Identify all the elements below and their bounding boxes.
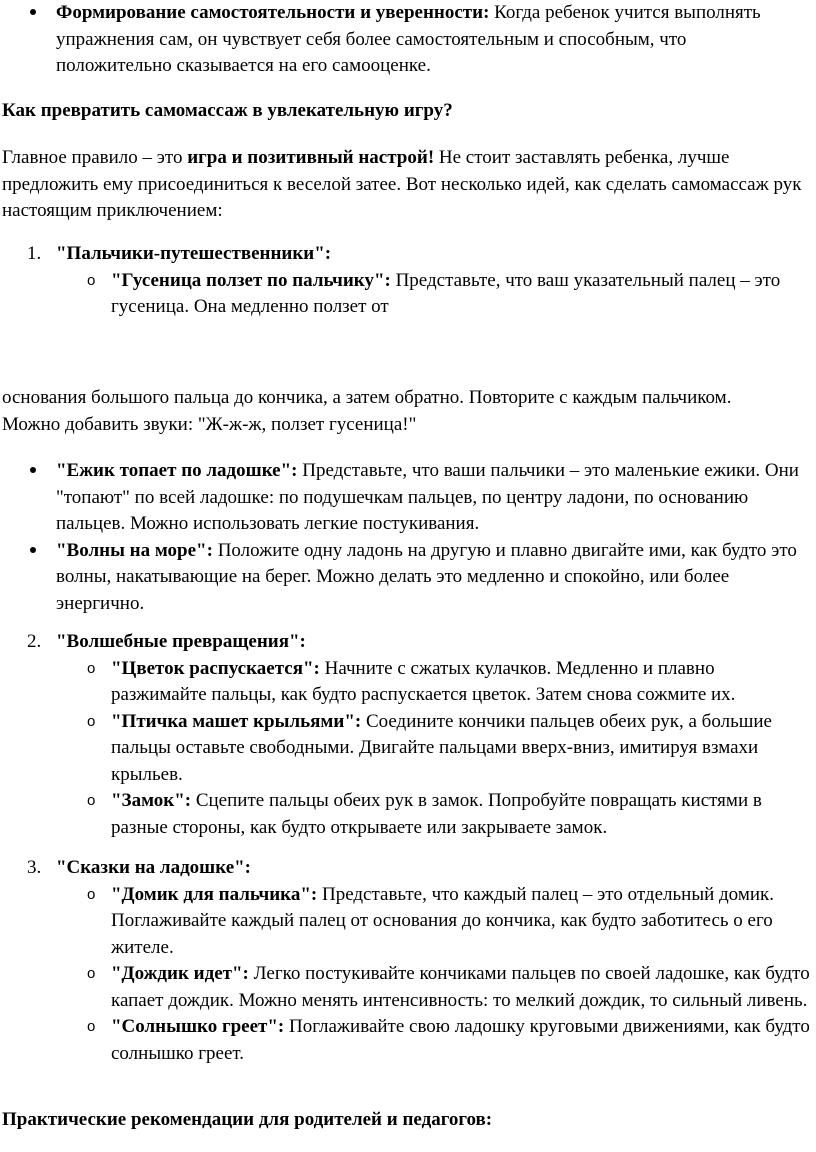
bullet-marker	[30, 538, 50, 565]
list-item: o "Замок": Сцепите пальцы обеих рук в замок. Попробуйте повращать кистями в разные стороны, как будто открываете или закрываете замок.	[87, 790, 762, 838]
intro-bullet	[0, 0, 816, 80]
numbered-item-3	[0, 855, 816, 1067]
list-item: "Ежик топает по ладошке": Представьте, что ваши пальчики – это маленькие ежики. Они "топают" по всей ладошке: по подушечкам пальцев, по центру ладони, по основанию пальцев. Можно использовать легкие постукивания.	[0, 458, 816, 538]
sub-marker: o	[87, 1018, 96, 1035]
sub-marker: o	[87, 792, 96, 809]
sub-marker: o	[87, 659, 96, 677]
section-heading: Как превратить самомассаж в увлекательную игру?	[2, 100, 453, 121]
list-item: o "Птичка машет крыльями": Соедините кончики пальцев обеих рук, а большие пальцы оставьте свободными. Двигайте пальцами вверх-вниз, имитируя взмахи крыльев.	[87, 710, 772, 785]
sub-marker: o	[87, 965, 96, 982]
sub-marker: o	[87, 712, 96, 730]
numbered-item-title: "Сказки на ладошке":	[56, 857, 252, 878]
numbered-item-1: 1. "Пальчики-путешественники": o "Гусеница ползет по пальчику": Представьте, что ваш указательный палец – это гусеница. Она медленно ползет от	[27, 243, 781, 317]
list-item: o "Дождик идет": Легко постукивайте кончиками пальцев по своей ладошке, как будто капает дождик. Можно менять интенсивность: то мелкий дождик, то сильный ливень.	[87, 963, 810, 1011]
bullet-list	[0, 458, 816, 617]
continuation-paragraph: основания большого пальца до кончика, а затем обратно. Повторите с каждым пальчиком. Можно добавить звуки: "Ж-ж-ж, ползет гусеница!"	[2, 387, 732, 435]
list-item: o "Домик для пальчика": Представьте, что каждый палец – это отдельный домик. Поглаживайте каждый палец от основания до кончика, как будто заботитесь о его жителе.	[87, 883, 774, 958]
bullet-marker	[30, 458, 50, 485]
sub-marker: o	[87, 885, 96, 903]
rule-paragraph: Главное правило – это игра и позитивный настрой! Не стоит заставлять ребенка, лучше предложить ему присоединиться к веселой затее. Вот несколько идей, как сделать самомассаж рук настоящим приключением:	[2, 147, 802, 221]
bullet-text: Когда ребенок учится выполнять упражнения сам, он чувствует себя более самостоятельным и способным, что положительно сказывается на его самооценке.	[56, 2, 761, 76]
bullet-marker	[30, 0, 50, 27]
list-item: o "Цветок распускается": Начните с сжатых кулачков. Медленно и плавно разжимайте пальцы, как будто распускается цветок. Затем снова сожмите их.	[87, 657, 736, 705]
numbered-item-title: "Пальчики-путешественники":	[56, 243, 332, 264]
list-number: 3.	[27, 857, 42, 878]
sub-marker: o	[87, 271, 96, 289]
list-number: 2.	[27, 631, 42, 652]
numbered-item-title: "Волшебные превращения":	[56, 631, 306, 652]
list-item: o "Солнышко греет": Поглаживайте свою ладошку круговыми движениями, как будто солнышко греет.	[87, 1016, 810, 1064]
numbered-item-2	[0, 629, 816, 841]
list-number: 1.	[27, 243, 42, 264]
practical-heading: Практические рекомендации для родителей и педагогов:	[2, 1109, 493, 1130]
bullet-bold: Формирование самостоятельности и уверенности:	[56, 2, 490, 23]
list-item: "Волны на море": Положите одну ладонь на другую и плавно двигайте ими, как будто это волны, накатывающие на берег. Можно делать это медленно и спокойно, или более энергично.	[0, 538, 816, 618]
